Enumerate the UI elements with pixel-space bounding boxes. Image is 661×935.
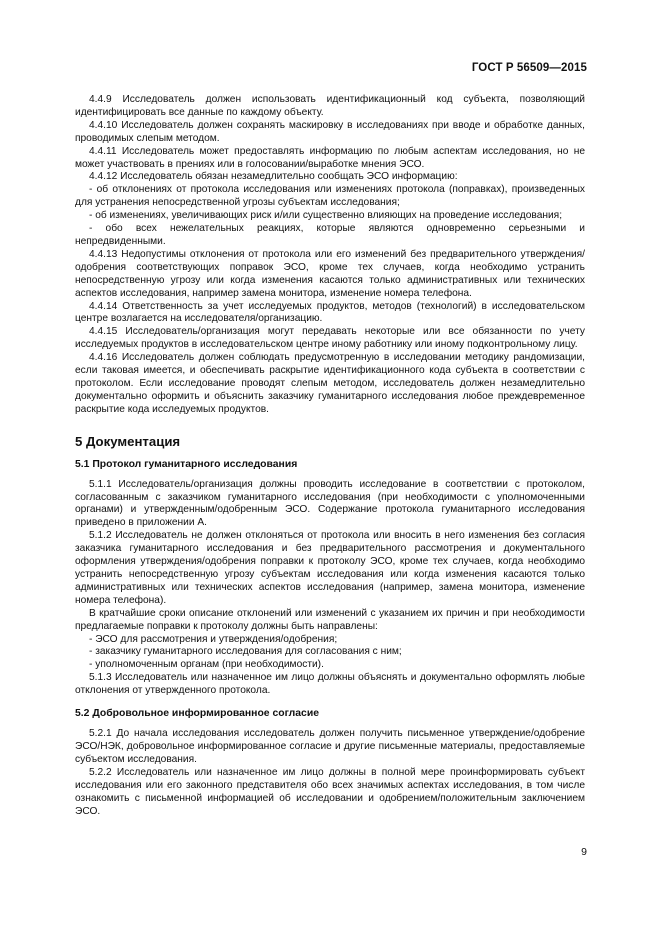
list-item: - заказчику гуманитарного исследования для согласования с ним;: [89, 646, 402, 658]
list-item: - обо всех нежелательных реакциях, которые являются одновременно серьезными и непредвиденными.: [75, 223, 585, 247]
clause-5-1-1: 5.1.1 Исследователь/организация должны проводить исследование в соответствии с протоколом, согласованным с заказчиком гуманитарного исследования (при необходимости с уполномоченными органами) и утвержденным/одобренным ЭСО. Содержание протокола гуманитарного исследования приведено в приложении А.: [75, 478, 585, 529]
subsection-title: 5.1 Протокол гуманитарного исследования: [75, 458, 298, 470]
clause-4-4-14: 4.4.14 Ответственность за учет исследуемых продуктов, методов (технологий) в исследовательском центре возлагается на исследователя/организацию.: [75, 300, 585, 325]
clause-5-2-1: 5.2.1 До начала исследования исследователь должен получить письменное утверждение/одобрение ЭСО/НЭК, добровольное информированное согласие и другие письменные материалы, предоставляемые субъектом исследования.: [75, 728, 585, 765]
list-item: - ЭСО для рассмотрения и утверждения/одобрения;: [89, 633, 338, 645]
section-title: 5 Документация: [75, 433, 181, 449]
clause-4-4-13: 4.4.13 Недопустимы отклонения от протокола или его изменений без предварительного утверждения/одобрения соответствующих поправок ЭСО, кроме тех случаев, когда необходимо устранить непосредственную угрозу или когда изменения касаются только административных или технических аспектов исследования, например замена монитора, изменение номера телефона.: [75, 248, 585, 299]
clause-5-1-2: 5.1.2 Исследователь не должен отклоняться от протокола или вносить в него изменения без согласия заказчика гуманитарного исследования и без предварительного рассмотрения и документального оформления утверждения/одобрения поправки к протоколу ЭСО, кроме тех случаев, когда необходимо устранить непосредственную угрозу субъектам исследования или когда изменения касаются только административных или технических аспектов исследования (например, замена монитора, изменение номера телефона).: [75, 530, 585, 606]
document-body: [75, 94, 585, 818]
clause-5-2-2: 5.2.2 Исследователь или назначенное им лицо должны в полной мере проинформировать субъект исследования или его законного представителя обо всех значимых аспектах исследования, в том числе ознакомить с письменной информацией об исследовании и одобрением/положительным заключением ЭСО.: [75, 766, 585, 817]
subsection-title: 5.2 Добровольное информированное согласие: [75, 708, 319, 720]
clause-4-4-11: 4.4.11 Исследователь может предоставлять информацию по любым аспектам исследования, но не может участвовать в прениях или в голосовании/выработке мнения ЭСО.: [75, 145, 585, 170]
clause-5-1-2-continued: В кратчайшие сроки описание отклонений или изменений с указанием их причин и при необходимости предлагаемые поправки к протоколу должны быть направлены:: [75, 607, 585, 632]
clause-5-1-3: 5.1.3 Исследователь или назначенное им лицо должны объяснять и документально оформлять любые отклонения от утвержденного протокола.: [75, 672, 585, 697]
clause-4-4-10: 4.4.10 Исследователь должен сохранять маскировку в исследованиях при вводе и обработке данных, проводимых слепым методом.: [75, 119, 585, 144]
clause-4-4-9: 4.4.9 Исследователь должен использовать идентификационный код субъекта, позволяющий идентифицировать все данные по каждому объекту.: [75, 94, 585, 118]
clause-4-4-12: 4.4.12 Исследователь обязан незамедлительно сообщать ЭСО информацию:: [89, 171, 458, 183]
list-item: - об изменениях, увеличивающих риск и/или существенно влияющих на проведение исследования;: [89, 210, 563, 222]
list-item: - уполномоченным органам (при необходимости).: [89, 659, 324, 671]
standard-code: ГОСТ Р 56509—2015: [471, 62, 587, 74]
list-item: - об отклонениях от протокола исследования или изменениях протокола (поправках), произведенных для устранения непосредственной угрозы субъектам исследования;: [75, 184, 585, 209]
page-number: 9: [581, 846, 587, 858]
clause-4-4-16: 4.4.16 Исследователь должен соблюдать предусмотренную в исследовании методику рандомизации, если таковая имеется, и обеспечивать раскрытие идентификационного кода субъекта в соответствии с протоколом. Если исследование проводят слепым методом, исследователь должен незамедлительно документально оформить и объяснить заказчику гуманитарного исследования любое преждевременное раскрытие кода исследуемых продуктов.: [75, 352, 585, 415]
clause-4-4-15: 4.4.15 Исследователь/организация могут передавать некоторые или все обязанности по учету исследуемых продуктов в исследовательском центре иному работнику или иному подконтрольному лицу.: [75, 326, 585, 351]
